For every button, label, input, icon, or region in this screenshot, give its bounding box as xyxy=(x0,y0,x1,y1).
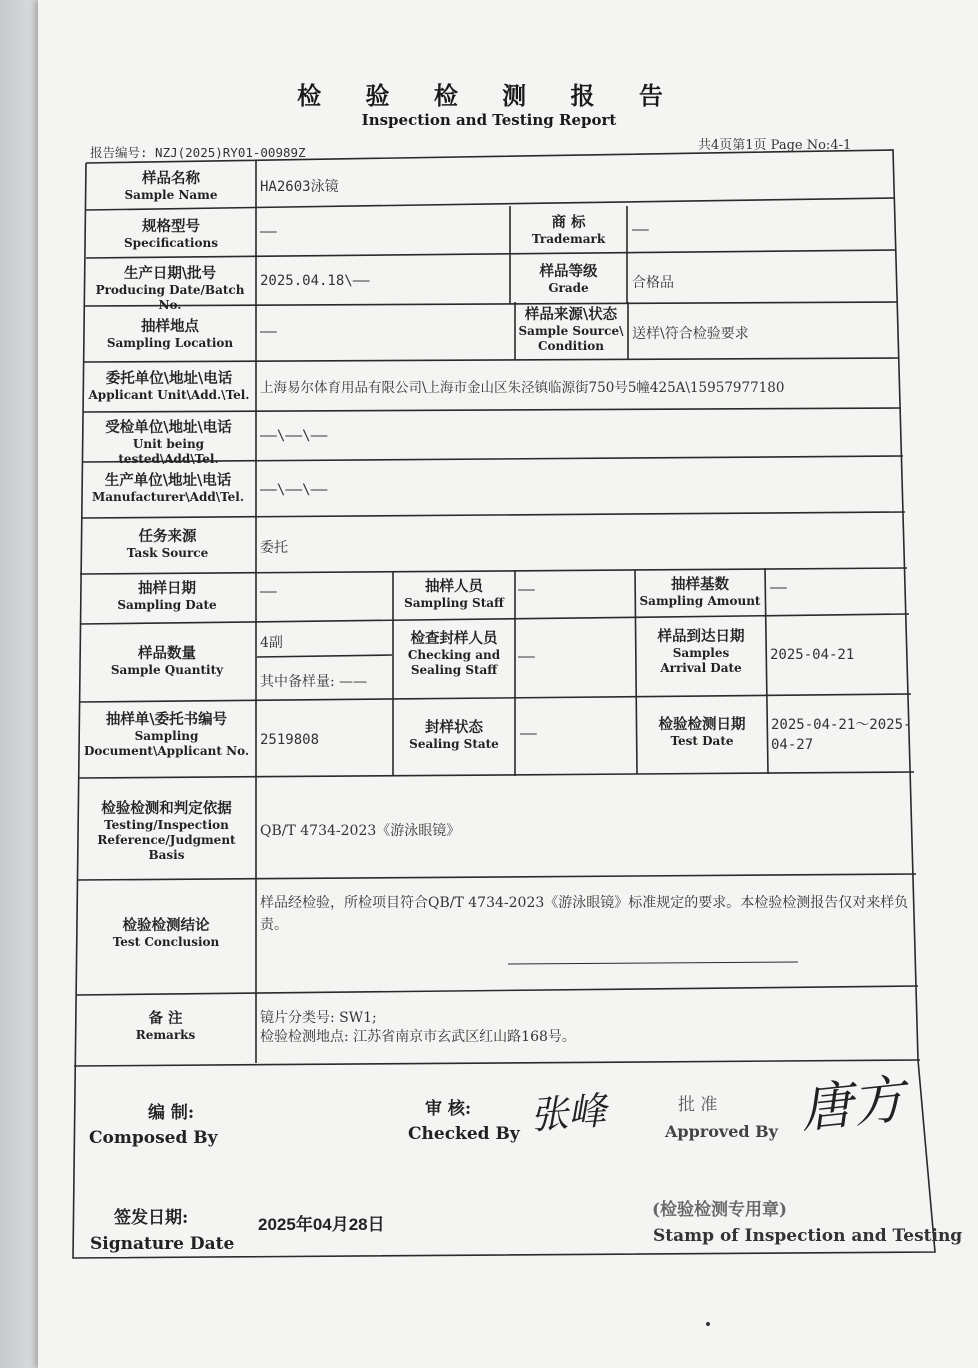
checked-label-en: Checked By xyxy=(408,1124,520,1144)
arrival-date-label: 样品到达日期 Samples Arrival Date xyxy=(657,628,745,676)
sample-source-value: 送样\符合检验要求 xyxy=(632,326,749,342)
sample-quantity-value: 4副 xyxy=(260,635,283,651)
sealing-state-value: —— xyxy=(520,726,537,742)
sample-name-value: HA2603泳镜 xyxy=(260,179,339,195)
unit-tested-value: ——\——\—— xyxy=(260,428,328,444)
conclusion-value: 样品经检验，所检项目符合QB/T 4734-2023《游泳眼镜》标准规定的要求。本检验检测报告仅对来样负责。 xyxy=(260,895,909,933)
specifications-value: —— xyxy=(260,224,277,240)
remarks-line-2: 检验检测地点: 江苏省南京市玄武区红山路168号。 xyxy=(260,1029,576,1045)
arrival-date-value: 2025-04-21 xyxy=(770,647,855,663)
basis-label: 检验检测和判定依据 Testing/Inspection Reference/Judgment Basis xyxy=(97,800,236,863)
checked-label-cn: 审 核: xyxy=(425,1099,472,1119)
composed-label-en: Composed By xyxy=(89,1128,218,1148)
sampling-staff-label: 抽样人员 Sampling Staff xyxy=(404,578,504,611)
applicant-label: 委托单位\地址\电话 Applicant Unit\Add.\Tel. xyxy=(88,370,250,403)
sampling-document-value: 2519808 xyxy=(260,732,320,748)
signature-date-value: 2025年04月28日 xyxy=(258,1215,385,1234)
report-number: 报告编号: NZJ(2025)RY01-00989Z xyxy=(90,145,306,160)
grade-label: 样品等级 Grade xyxy=(539,263,598,296)
sampling-location-label: 抽样地点 Sampling Location xyxy=(106,318,234,351)
composed-label-cn: 编 制: xyxy=(148,1103,195,1123)
task-source-value: 委托 xyxy=(260,540,288,556)
producing-date-value: 2025.04.18\—— xyxy=(260,273,370,289)
specifications-label: 规格型号 Specifications xyxy=(124,218,218,251)
stamp-label-en: Stamp of Inspection and Testing xyxy=(653,1226,963,1246)
applicant-value: 上海易尔体育用品有限公司\上海市金山区朱泾镇临源街750号5幢425A\15957977180 xyxy=(260,380,785,396)
sampling-amount-value: —— xyxy=(770,580,787,596)
sample-source-label: 样品来源\状态 Sample Source\ Condition xyxy=(518,306,624,354)
sampling-date-value: —— xyxy=(260,584,277,600)
report-title-cn: 检 验 检 测 报 告 xyxy=(297,81,681,110)
sample-name-label: 样品名称 Sample Name xyxy=(124,170,218,203)
sealing-staff-label: 检查封样人员 Checking and Sealing Staff xyxy=(407,630,501,678)
sealing-staff-value: —— xyxy=(518,649,535,665)
test-date-value: 2025-04-21～2025-04-27 xyxy=(771,717,912,754)
page-number: 共4页第1页 Page No:4-1 xyxy=(698,138,852,153)
sample-quantity-label: 样品数量 Sample Quantity xyxy=(110,645,224,678)
checker-signature: 张峰 xyxy=(528,1088,608,1138)
sampling-location-value: —— xyxy=(260,324,277,340)
manufacturer-value: ——\——\—— xyxy=(260,482,328,498)
signature-date-label-cn: 签发日期: xyxy=(114,1208,189,1228)
trademark-value: —— xyxy=(632,222,649,238)
test-date-label: 检验检测日期 Test Date xyxy=(658,716,746,749)
paper-speck xyxy=(706,1322,710,1326)
sampling-date-label: 抽样日期 Sampling Date xyxy=(117,580,217,613)
remarks-line-1: 镜片分类号: SW1; xyxy=(260,1010,377,1026)
grade-value: 合格品 xyxy=(632,275,674,291)
manufacturer-label: 生产单位\地址\电话 Manufacturer\Add\Tel. xyxy=(91,472,245,505)
sampling-document-label: 抽样单\委托书编号 Sampling Document\Applicant No. xyxy=(83,711,250,759)
approver-signature: 唐方 xyxy=(797,1069,908,1141)
conclusion-label: 检验检测结论 Test Conclusion xyxy=(112,917,220,950)
approved-label-cn: 批 准 xyxy=(678,1095,718,1115)
report-title-en: Inspection and Testing Report xyxy=(361,111,617,129)
reserve-quantity-value: 其中备样量: —— xyxy=(260,674,368,690)
unit-tested-label: 受检单位\地址\电话 Unit being tested\Add\Tel. xyxy=(105,419,232,467)
sealing-state-label: 封样状态 Sealing State xyxy=(409,719,499,752)
trademark-label: 商 标 Trademark xyxy=(531,214,606,247)
approved-label-en: Approved By xyxy=(665,1122,778,1141)
basis-value: QB/T 4734-2023《游泳眼镜》 xyxy=(260,823,461,839)
sampling-staff-value: —— xyxy=(518,582,535,598)
remarks-label: 备 注 Remarks xyxy=(135,1010,196,1043)
producing-date-label: 生产日期\批号 Producing Date/Batch No. xyxy=(95,265,245,313)
sampling-amount-label: 抽样基数 Sampling Amount xyxy=(639,576,761,609)
task-source-label: 任务来源 Task Source xyxy=(126,528,209,561)
signature-date-label-en: Signature Date xyxy=(90,1234,235,1254)
stamp-label-cn: (检验检测专用章) xyxy=(652,1200,788,1220)
